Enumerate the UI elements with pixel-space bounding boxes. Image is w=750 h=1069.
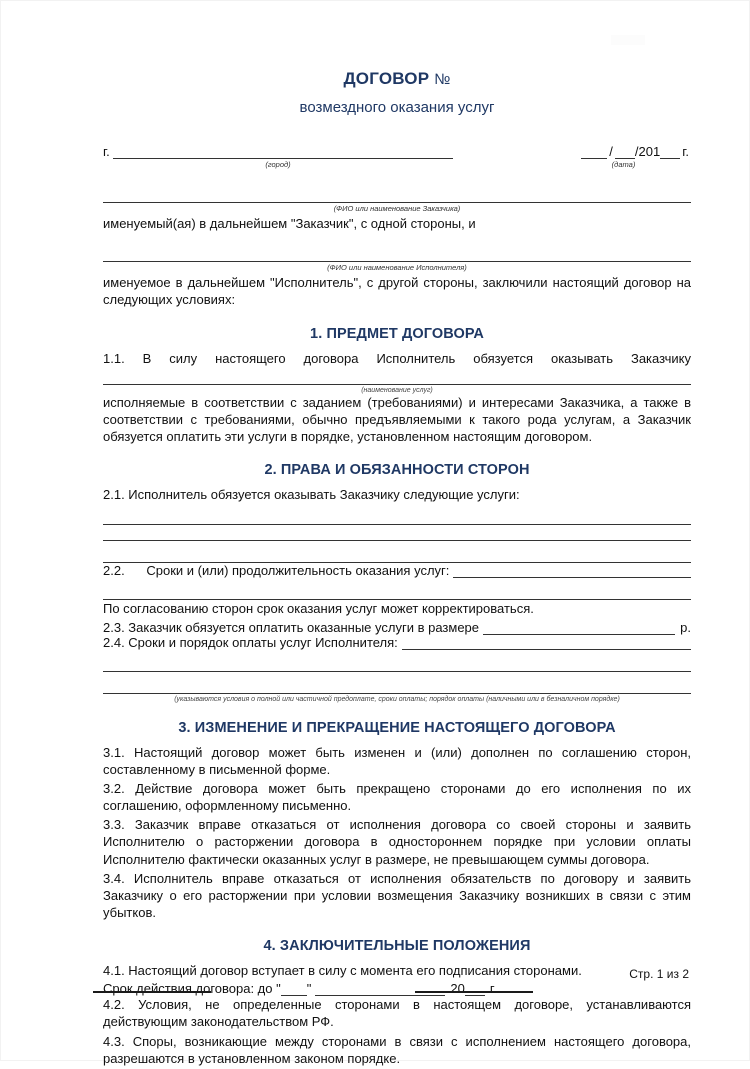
clause-2-4-blank[interactable] [402,636,691,650]
signature-line-contractor[interactable] [415,991,533,993]
clause-2-4-label: 2.4. Сроки и порядок оплаты услуг Исполнителя: [103,634,398,650]
payment-terms-caption: (указываются условия о полной или частичной предоплате, сроки оплаты; порядок оплаты (наличными или в безналичном порядке) [174,695,620,703]
contract-term-label: Срок действия договора: до " [103,981,281,997]
clause-2-3-label: 2.3. Заказчик обязуется оплатить оказанные услуги в размере [103,619,480,635]
clause-2-2-blank-2[interactable] [103,584,691,600]
document-title-text: ДОГОВОР [343,69,430,88]
date-year-prefix: /201 [634,144,661,159]
section-3-heading: 3. ИЗМЕНЕНИЕ И ПРЕКРАЩЕНИЕ НАСТОЯЩЕГО ДОГОВОРА [178,719,616,736]
contract-term-quote: " [306,981,312,997]
document-number-symbol: № [434,71,451,88]
clause-2-3-currency-unit: р. [680,619,691,635]
city-blank[interactable] [113,145,453,159]
city-caption: (город) [265,160,291,169]
date-caption: (дата) [611,160,636,169]
clause-2-4-blank-3[interactable] [103,678,691,694]
customer-designation-text: именуемый(ая) в дальнейшем "Заказчик", с одной стороны, и [103,216,476,231]
date-slash-1: / [609,144,613,159]
clause-1-1-continuation: исполняемые в соответствии с заданием (требованиями) и интересами Заказчика, а также в соответствии с требованиями, обычно предъявляемыми к такого рода услугам, а Заказчик обязуется оплатить эти услуги в порядке, установленном настоящим договором. [103,394,691,445]
services-name-caption: (наименование услуг) [361,386,433,394]
clause-2-3-amount-blank[interactable] [483,621,675,635]
services-list-blank-3[interactable] [103,547,691,563]
date-month-blank[interactable] [615,145,635,159]
clause-4-2: 4.2. Условия, не определенные сторонами в настоящем договоре, устанавливаются действующим законодательством РФ. [103,997,691,1030]
clause-2-1: 2.1. Исполнитель обязуется оказывать Заказчику следующие услуги: [103,487,520,503]
contract-term-year-prefix: 20 [450,981,465,997]
contractor-designation-text: именуемое в дальнейшем "Исполнитель", с другой стороны, заключили настоящий договор на следующих условиях: [103,274,691,308]
clause-2-2-blank[interactable] [453,564,691,578]
services-list-blank-1[interactable] [103,509,691,525]
clause-2-2-row [103,563,691,578]
clause-2-3-row [103,620,691,635]
contract-term-year-suffix: г. [489,981,497,997]
clause-4-1: 4.1. Настоящий договор вступает в силу с момента его подписания сторонами. [103,963,582,979]
services-list-blank-2[interactable] [103,525,691,541]
section-1-heading: 1. ПРЕДМЕТ ДОГОВОРА [310,325,484,342]
clause-2-2-label: 2.2. Сроки и (или) продолжительность оказания услуг: [103,563,450,579]
document-body [103,1,691,1069]
date-field-group [556,144,691,169]
document-subtitle: возмездного оказания услуг [299,99,495,116]
clause-2-4-row [103,635,691,650]
section-2-heading: 2. ПРАВА И ОБЯЗАННОСТИ СТОРОН [264,462,530,479]
date-suffix: г. [682,144,689,159]
city-field-group [103,144,453,169]
clause-3-1: 3.1. Настоящий договор может быть изменен и (или) дополнен по соглашению сторон, составленному в письменной форме. [103,744,691,777]
customer-name-caption: (ФИО или наименование Заказчика) [333,204,461,213]
document-footer [103,967,689,1005]
services-name-blank[interactable] [103,369,691,385]
section-4-heading: 4. ЗАКЛЮЧИТЕЛЬНЫЕ ПОЛОЖЕНИЯ [263,938,531,955]
city-date-row [103,144,691,174]
document-title [103,69,691,89]
clause-2-4-blank-2[interactable] [103,656,691,672]
clause-3-2: 3.2. Действие договора может быть прекращено сторонами до его исполнения по их соглашению, оформленному письменно. [103,780,691,814]
clause-1-1-intro: 1.1. В силу настоящего договора Исполнитель обязуется оказывать Заказчику [103,350,691,366]
customer-name-blank[interactable] [103,188,691,203]
clause-3-4: 3.4. Исполнитель вправе отказаться от исполнения обязательств по договору и заявить Заказчику о его расторжении при условии возмещения Заказчику возникших в связи с этим убытков. [103,870,691,920]
clause-4-3: 4.3. Споры, возникающие между сторонами в связи с исполнением настоящего договора, разрешаются в установленном законом порядке. [103,1033,691,1066]
contractor-name-caption: (ФИО или наименование Исполнителя) [327,262,467,272]
contractor-name-blank[interactable] [103,247,691,262]
signature-line-customer[interactable] [93,991,211,993]
date-field[interactable] [556,144,691,159]
page-number: Стр. 1 из 2 [629,967,689,981]
signature-row [103,991,689,1005]
city-field[interactable] [103,144,453,159]
date-year-blank[interactable] [660,145,680,159]
clause-2-2-note: По согласованию сторон срок оказания услуг может корректироваться. [103,601,534,617]
clause-3-3: 3.3. Заказчик вправе отказаться от исполнения договора со своей стороны и заявить Исполнителю о расторжении договора в одностороннем порядке при условии оплаты Исполнителю фактически оказанных услуг в размере, не превышающем суммы договора. [103,817,691,867]
date-day-blank[interactable] [581,145,607,159]
city-label: г. [103,144,110,159]
